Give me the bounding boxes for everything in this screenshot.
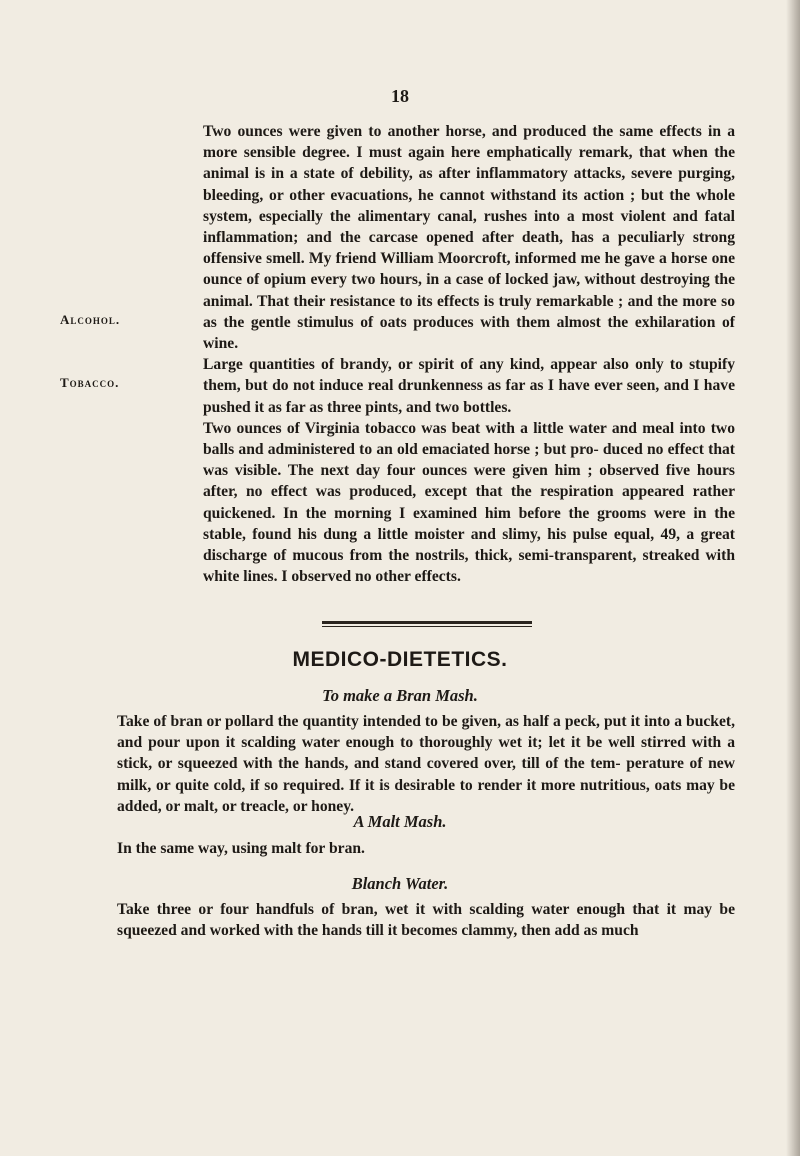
section-divider	[322, 621, 532, 627]
side-note-tobacco: Tobacco.	[60, 375, 120, 390]
recipe-title-bran-mash: To make a Bran Mash.	[322, 686, 478, 705]
paragraph-opium: Two ounces were given to another horse, and produced the same effects in a more sensible degree. I must again here emphatically remark, that when the animal is in a state of debility, as after inflammatory attacks, severe purging, bleeding, or other evacuations, he cannot withstand its action ; but the whole system, especially the alimentary canal, rushes into a most violent and fatal inflammation; and the carcase opened after death, has a peculiarly strong offensive smell. My friend William Moorcroft, informed me he gave a horse one ounce of opium every two hours, in a case of locked jaw, without destroying the animal. That their resistance to its effects is truly remarkable ; and the more so as the gentle stimulus of oats produces with them almost the exhilaration of wine.	[203, 123, 735, 353]
section-title: MEDICO-DIETETICS.	[292, 648, 508, 671]
page-edge-shadow	[786, 0, 800, 1156]
main-text-block	[203, 121, 735, 587]
paragraph-alcohol: Large quantities of brandy, or spirit of any kind, appear also only to stupify them, but do not induce real drunkenness as far as I have ever seen, and I have pushed it as far as three pints, and two bottles.	[203, 356, 735, 416]
side-note-alcohol: Alcohol.	[60, 312, 121, 327]
recipe-title-blanch-water: Blanch Water.	[351, 874, 449, 893]
recipe-text-blanch-water: Take three or four handfuls of bran, wet it with scalding water enough that it may be squeezed and worked with the hands till it becomes clammy, then add as much	[117, 901, 735, 940]
recipe-text-malt-mash: In the same way, using malt for bran.	[117, 840, 365, 857]
recipe-title-malt-mash: A Malt Mash.	[353, 812, 447, 831]
page-number: 18	[391, 86, 409, 106]
recipe-text-bran-mash: Take of bran or pollard the quantity intended to be given, as half a peck, put it into a bucket, and pour upon it scalding water enough to thoroughly wet it; let it be well stirred with a stick, or squeezed with the hands, and stand covered over, till of the tem- perature of new milk, or quite cold, if so required. If it is desirable to render it more nutritious, oats may be added, or malt, or treacle, or honey.	[117, 713, 735, 815]
paragraph-tobacco: Two ounces of Virginia tobacco was beat with a little water and meal into two balls and administered to an old emaciated horse ; but pro- duced no effect that was visible. The next day four ounces were given him ; observed five hours after, no effect was produced, except that the respiration appeared rather quickened. In the morning I examined him before the grooms were in the stable, found his dung a little moister and slimy, his pulse equal, 49, a great discharge of mucous from the nostrils, thick, semi-transparent, streaked with white lines. I observed no other effects.	[203, 419, 735, 586]
